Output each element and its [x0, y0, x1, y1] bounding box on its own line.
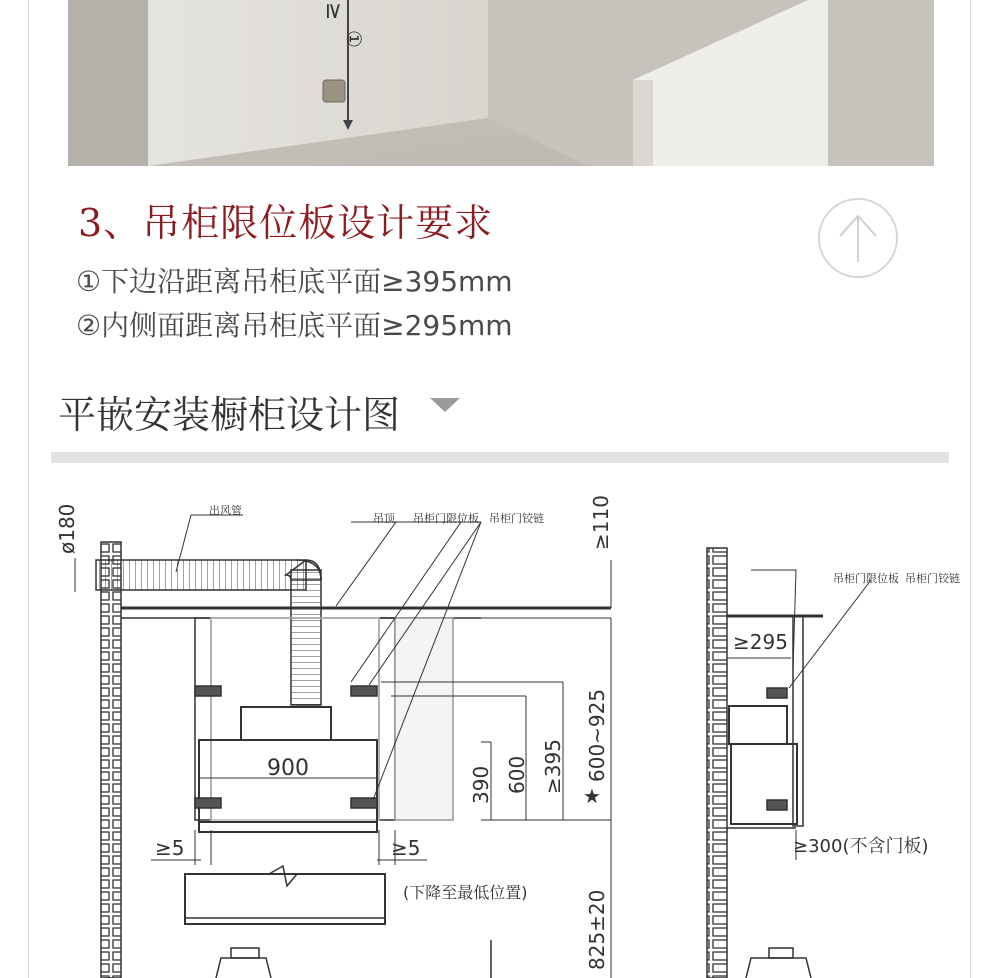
label-min5-right: ≥5 [391, 836, 421, 860]
brick-wall-right [707, 548, 727, 978]
design-title: 平嵌安装橱柜设计图 [58, 393, 401, 437]
left-view [75, 515, 611, 978]
label-width: 900 [267, 756, 309, 781]
label-right-d300: ≥300(不含门板) [793, 836, 929, 857]
hood-motor [241, 707, 331, 740]
label-h395: ≥395 [541, 739, 565, 794]
right-view [707, 548, 871, 978]
label-duct: 出风管 [209, 504, 242, 517]
label-h390: 390 [469, 765, 493, 804]
label-hinge: 吊柜门铰链 [489, 512, 544, 525]
range-hood-lowered [185, 874, 385, 924]
back-to-top-button[interactable] [818, 198, 898, 278]
label-gap-top: ≥110 [589, 495, 613, 550]
requirement-2: ②内侧面距离吊柜底平面≥295mm [76, 309, 513, 342]
label-diameter: ø180 [55, 503, 79, 554]
range-hood-body [199, 740, 377, 822]
section-title: 3、吊柜限位板设计要求 [78, 201, 494, 245]
label-h825: 825±20 [585, 889, 609, 970]
cabinet-design-drawing [51, 470, 970, 978]
exhaust-duct-horizontal [96, 560, 306, 590]
photo-note-symbol: ≥ [321, 2, 346, 21]
arrow-up-icon [820, 200, 896, 276]
frame-right-border [970, 0, 971, 978]
frame-left-border [28, 0, 29, 978]
label-ceiling: 吊顶 [373, 512, 395, 525]
caret-down-icon[interactable] [430, 398, 460, 416]
label-limit-plate: 吊柜门限位板 [413, 512, 479, 525]
label-right-limit-plate: 吊柜门限位板 [833, 572, 899, 585]
section-divider [51, 452, 949, 463]
requirement-1: ①下边沿距离吊柜底平面≥395mm [76, 265, 513, 298]
label-right-hinge: 吊柜门铰链 [905, 572, 960, 585]
photo-note-num: ① [342, 30, 366, 48]
label-h600-925: 600~925 [585, 688, 609, 782]
label-h600: 600 [505, 755, 529, 794]
cabinet-photo [68, 0, 934, 166]
label-lowered: (下降至最低位置) [403, 883, 528, 902]
label-star: ★ [583, 784, 601, 808]
brick-wall-left [101, 542, 121, 978]
label-min5-left: ≥5 [155, 836, 185, 860]
exhaust-duct-vertical [291, 570, 321, 705]
label-right-d295: ≥295 [733, 630, 788, 654]
